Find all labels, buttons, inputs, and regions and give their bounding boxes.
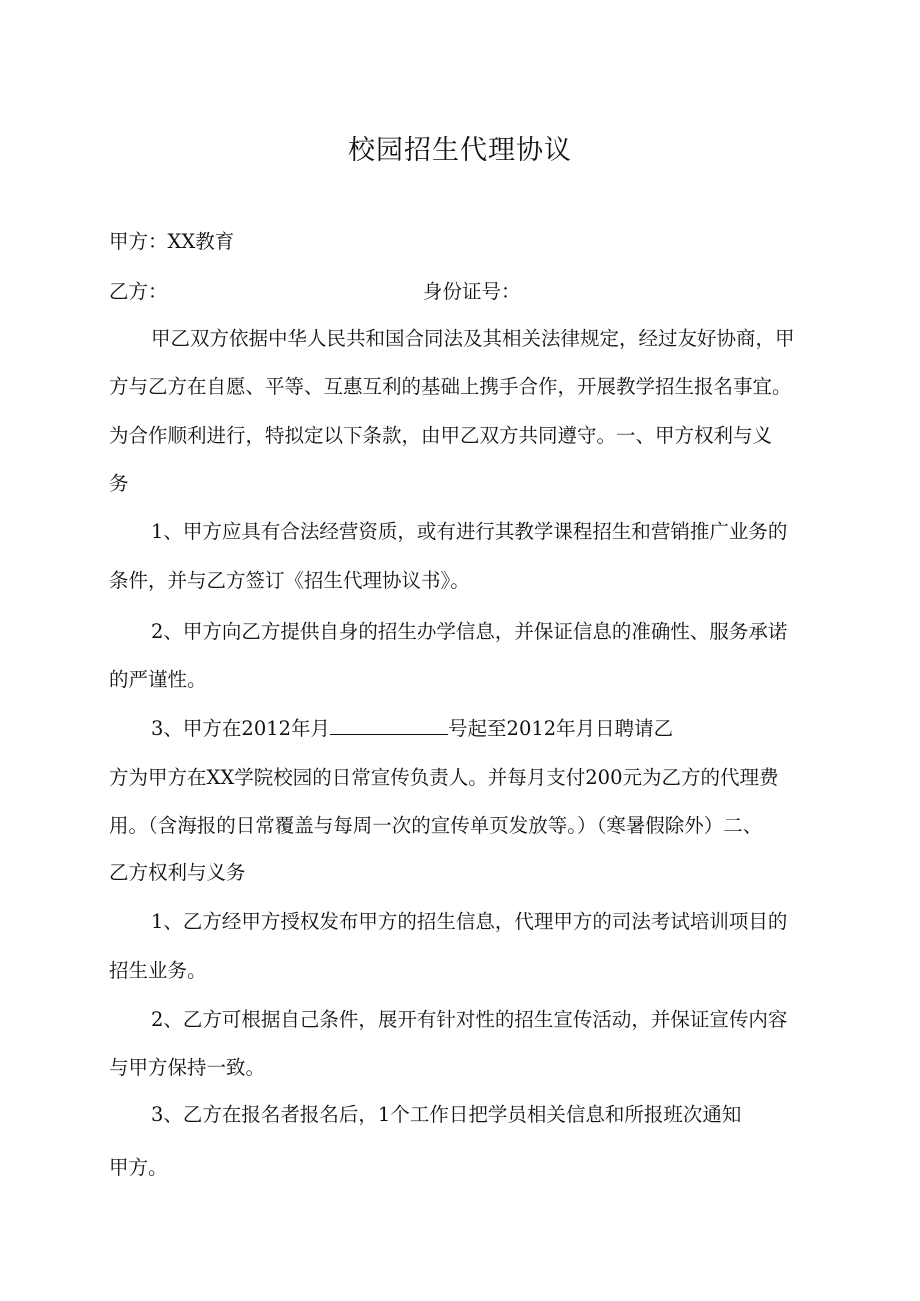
paragraph-line-with-blank xyxy=(151,715,673,743)
party-b-line: 乙方： xyxy=(109,280,168,303)
fill-in-blank[interactable] xyxy=(330,716,448,735)
paragraph-line: 用。（含海报的日常覆盖与每周一次的宣传单页发放等。）（寒暑假除外）二、 xyxy=(109,814,763,837)
clause-text: 号起至2012年月日聘请乙 xyxy=(448,717,674,740)
id-card-label: 身份证号： xyxy=(423,280,521,303)
paragraph-line: 条件，并与乙方签订《招生代理协议书》。 xyxy=(109,569,470,592)
paragraph-line: 1、甲方应具有合法经营资质，或有进行其教学课程招生和营销推广业务的 xyxy=(151,520,788,543)
paragraph-line: 与甲方保持一致。 xyxy=(109,1056,266,1079)
paragraph-line: 3、乙方在报名者报名后，1个工作日把学员相关信息和所报班次通知 xyxy=(151,1103,742,1126)
document-title: 校园招生代理协议 xyxy=(348,135,572,166)
paragraph-line: 2、乙方可根据自己条件，展开有针对性的招生宣传活动，并保证宣传内容 xyxy=(151,1008,788,1031)
paragraph-line: 方为甲方在XX学院校园的日常宣传负责人。并每月支付200元为乙方的代理费 xyxy=(109,766,779,789)
paragraph-line: 甲乙双方依据中华人民共和国合同法及其相关法律规定，经过友好协商，甲 xyxy=(151,327,795,350)
clause-text: 3、甲方在2012年月 xyxy=(151,717,331,740)
paragraph-line: 2、甲方向乙方提供自身的招生办学信息，并保证信息的准确性、服务承诺 xyxy=(151,620,788,643)
party-a-line: 甲方：XX教育 xyxy=(109,230,235,253)
paragraph-line: 招生业务。 xyxy=(109,959,207,982)
paragraph-line: 务 xyxy=(109,472,129,495)
paragraph-line: 的严谨性。 xyxy=(109,668,207,691)
paragraph-line: 1、乙方经甲方授权发布甲方的招生信息，代理甲方的司法考试培训项目的 xyxy=(151,910,788,933)
paragraph-line: 甲方。 xyxy=(109,1156,168,1179)
paragraph-line: 乙方权利与义务 xyxy=(109,861,246,884)
paragraph-line: 为合作顺利进行，特拟定以下条款，由甲乙双方共同遵守。一、甲方权利与义 xyxy=(109,424,773,447)
paragraph-line: 方与乙方在自愿、平等、互惠互利的基础上携手合作，开展教学招生报名事宜。 xyxy=(109,375,792,398)
